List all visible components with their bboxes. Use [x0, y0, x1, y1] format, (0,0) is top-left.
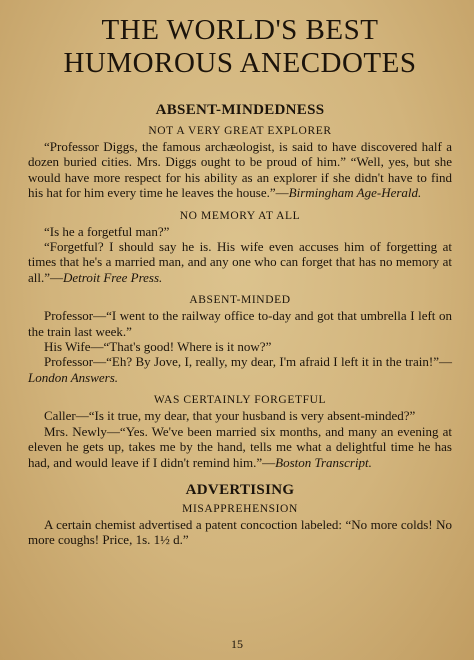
anecdote-heading: MISAPPREHENSION — [182, 502, 298, 515]
source-credit: Detroit Free Press. — [63, 269, 163, 285]
anecdote-heading: ABSENT-MINDED — [189, 294, 291, 307]
anecdote-paragraph: “Forgetful? I should say he is. His wife even accuses him of forgetting at times that he's a married man, and any one who can forget that has no memory at all.”—Detroit Free Press. — [28, 239, 452, 285]
section-heading: ABSENT-MINDEDNESS — [155, 102, 325, 118]
anecdote-paragraph: A certain chemist advertised a patent concoction labeled: “No more colds! No more coughs! Price, 1s. 1½ d.” — [28, 516, 452, 548]
source-credit: Boston Transcript. — [275, 454, 372, 470]
anecdote-heading: NO MEMORY AT ALL — [179, 209, 301, 222]
anecdote — [28, 125, 452, 201]
source-credit: London Answers. — [28, 369, 119, 385]
book-title-line2: HUMOROUS ANECDOTES — [63, 47, 417, 79]
page-number: 15 — [231, 637, 243, 651]
anecdote-heading: NOT A VERY GREAT EXPLORER — [148, 125, 332, 137]
anecdote — [28, 394, 452, 470]
anecdote-paragraph: His Wife—“That's good! Where is it now?” — [44, 339, 272, 355]
anecdote-paragraph: “Is he a forgetful man?” — [44, 223, 170, 239]
anecdote-paragraph: Mrs. Newly—“Yes. We've been married six months, and many an evening at eleven he gets up, takes me by the hand, tells me what a delightful time he has had, and would leave if I didn't remind him.”—Boston Transcript. — [28, 423, 452, 470]
anecdote-paragraph: Professor—“Eh? By Jove, I, really, my dear, I'm afraid I left it in the train!”—London Answers. — [28, 354, 452, 385]
source-credit: Birmingham Age-Herald. — [288, 185, 422, 201]
anecdote-heading: WAS CERTAINLY FORGETFUL — [153, 394, 327, 407]
anecdote-paragraph: Caller—“Is it true, my dear, that your husband is very absent-minded?” — [44, 408, 416, 424]
anecdote — [28, 503, 452, 548]
anecdote-paragraph: “Professor Diggs, the famous archæologist, is said to have discovered half a dozen buried cities. Mrs. Diggs ought to be proud of him.” “Well, yes, but she would have more respect for his ability as an explorer if she didn't have to find his hat for him every time he leaves the house.”—Birmingham Age-Herald. — [28, 139, 452, 201]
anecdote-paragraph: Professor—“I went to the railway office to-day and got that umbrella I left on the train last week.” — [28, 308, 452, 339]
section-heading: ADVERTISING — [185, 481, 295, 498]
anecdote — [28, 294, 452, 385]
anecdote — [28, 210, 452, 286]
book-title — [28, 14, 452, 80]
book-title-line1: THE WORLD'S BEST — [101, 14, 379, 46]
